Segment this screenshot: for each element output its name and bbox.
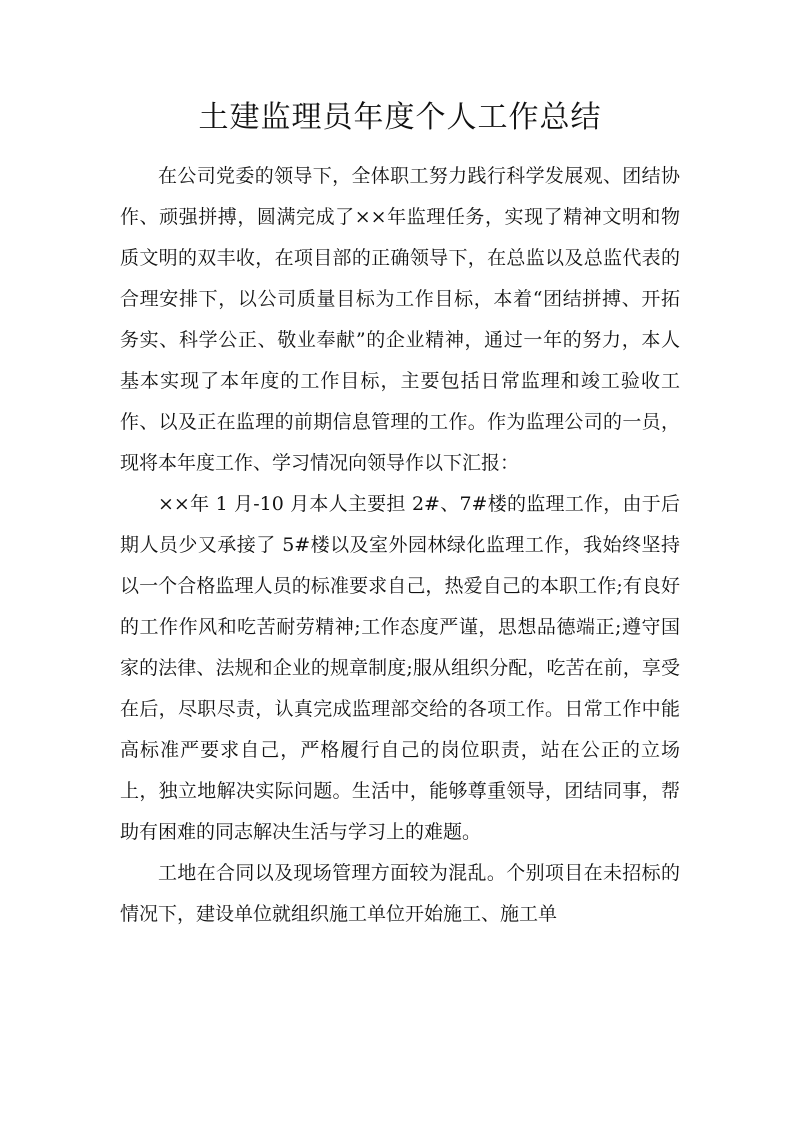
paragraph-intro: 在公司党委的领导下，全体职工努力践行科学发展观、团结协作、顽强拼搏，圆满完成了××年监理任务，实现了精神文明和物质文明的双丰收，在项目部的正确领导下，在总监以及总监代表的合理安排下，以公司质量目标为工作目标，本着“团结拼搏、开拓务实、科学公正、敬业奉献”的企业精神，通过一年的努力，本人基本实现了本年度的工作目标，主要包括日常监理和竣工验收工作、以及正在监理的前期信息管理的工作。作为监理公司的一员，现将本年度工作、学习情况向领导作以下汇报： [120, 165, 680, 474]
document-title: 土建监理员年度个人工作总结 [198, 100, 602, 135]
paragraph-site-management: 工地在合同以及现场管理方面较为混乱。个别项目在未招标的情况下，建设单位就组织施工单位开始施工、施工单 [120, 862, 680, 925]
document-body [120, 156, 680, 935]
paragraph-work-summary: ××年 1 月-10 月本人主要担 2#、7#楼的监理工作，由于后期人员少又承接了 5#楼以及室外园林绿化监理工作，我始终坚持以一个合格监理人员的标准要求自己，热爱自己的本职工作;有良好的工作作风和吃苦耐劳精神;工作态度严谨，思想品德端正;遵守国家的法律、法规和企业的规章制度;服从组织分配，吃苦在前，享受在后，尽职尽责，认真完成监理部交给的各项工作。日常工作中能高标准严要求自己，严格履行自己的岗位职责，站在公正的立场上，独立地解决实际问题。生活中，能够尊重领导，团结同事，帮助有困难的同志解决生活与学习上的难题。 [120, 493, 680, 843]
